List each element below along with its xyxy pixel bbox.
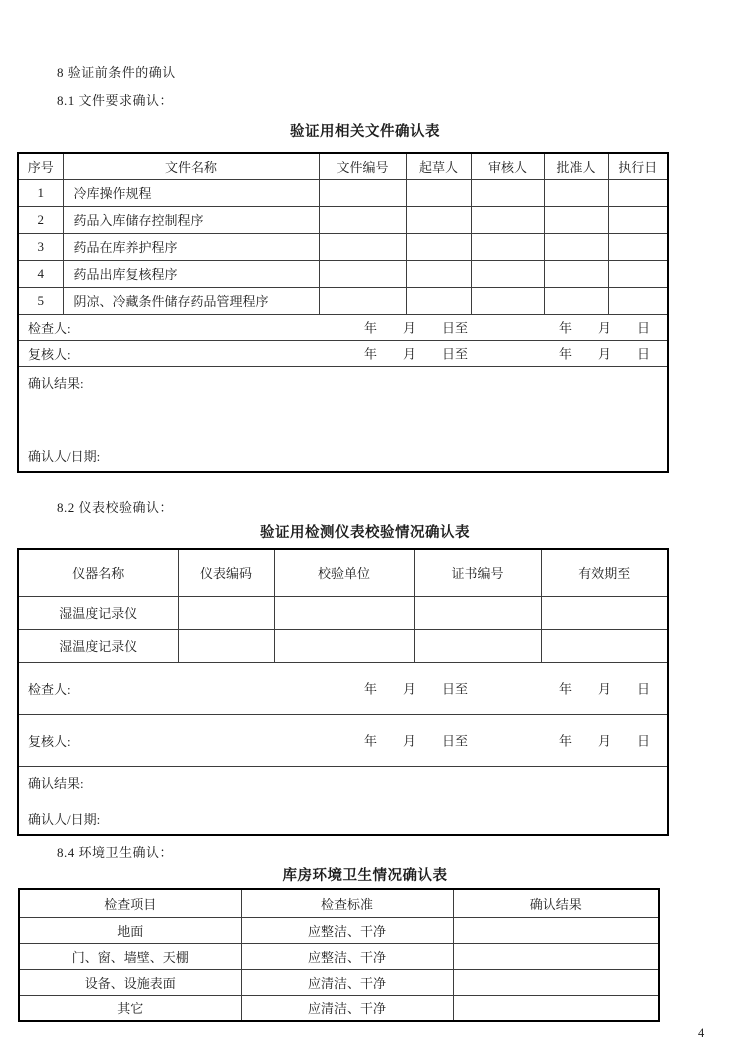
header-cell-check-item: 检查项目 [19, 889, 241, 917]
page-number: 4 [698, 1026, 705, 1040]
empty-cell [274, 596, 414, 629]
table-header-row [19, 889, 659, 917]
reviewer-signature-cell [18, 340, 668, 366]
empty-cell [319, 287, 406, 314]
confirmation-result-cell [18, 366, 668, 472]
empty-cell [414, 596, 541, 629]
date-range-start-text: 年 月 日至 [364, 681, 469, 697]
table-row [18, 233, 668, 260]
date-range-start-text: 年 月 日至 [364, 733, 469, 749]
check-standard-cell: 应整洁、干净 [241, 943, 453, 969]
inspector-label: 检查人: [28, 320, 71, 336]
empty-cell [471, 260, 544, 287]
section-heading-8-2: 8.2 仪表校验确认： [57, 500, 174, 515]
reviewer-row [18, 340, 668, 366]
instrument-calibration-table [17, 548, 669, 836]
check-item-cell: 地面 [19, 917, 241, 943]
table-row [18, 287, 668, 314]
inspector-row [18, 662, 668, 714]
header-cell-calibration-unit: 校验单位 [274, 549, 414, 596]
check-item-cell: 门、窗、墙壁、天棚 [19, 943, 241, 969]
date-range-end-text: 年 月 日 [559, 733, 651, 749]
empty-cell [541, 596, 668, 629]
result-row [18, 766, 668, 835]
check-standard-cell: 应清洁、干净 [241, 995, 453, 1021]
check-item-cell: 设备、设施表面 [19, 969, 241, 995]
reviewer-label: 复核人: [28, 346, 71, 362]
inspector-signature-cell [18, 314, 668, 340]
serial-cell: 1 [18, 179, 63, 206]
empty-cell [274, 629, 414, 662]
result-cell [453, 917, 659, 943]
table-row [19, 943, 659, 969]
table-row [19, 917, 659, 943]
confirmer-label: 确认人/日期: [28, 811, 101, 827]
serial-cell: 4 [18, 260, 63, 287]
empty-cell [406, 233, 471, 260]
table3-title: 库房环境卫生情况确认表 [282, 868, 448, 884]
doc-name-cell: 阴凉、冷藏条件储存药品管理程序 [63, 287, 319, 314]
empty-cell [178, 596, 274, 629]
empty-cell [544, 233, 608, 260]
instrument-name-cell: 湿温度记录仪 [18, 596, 178, 629]
doc-name-cell: 药品出库复核程序 [63, 260, 319, 287]
header-cell-check-standard: 检查标准 [241, 889, 453, 917]
header-cell-doc-number: 文件编号 [319, 153, 406, 179]
date-range-start-text: 年 月 日至 [364, 320, 469, 336]
empty-cell [178, 629, 274, 662]
empty-cell [319, 179, 406, 206]
confirmer-label: 确认人/日期: [28, 448, 101, 464]
serial-cell: 3 [18, 233, 63, 260]
date-range-end-text: 年 月 日 [559, 346, 651, 362]
doc-name-cell: 药品入库储存控制程序 [63, 206, 319, 233]
empty-cell [544, 206, 608, 233]
result-cell [453, 969, 659, 995]
header-cell-valid-until: 有效期至 [541, 549, 668, 596]
table1-title: 验证用相关文件确认表 [290, 124, 440, 140]
header-cell-certificate-no: 证书编号 [414, 549, 541, 596]
empty-cell [608, 260, 668, 287]
empty-cell [608, 287, 668, 314]
inspector-signature-cell [18, 662, 668, 714]
empty-cell [544, 260, 608, 287]
empty-cell [406, 260, 471, 287]
inspector-label: 检查人: [28, 681, 71, 697]
table2-title: 验证用检测仪表校验情况确认表 [260, 525, 470, 541]
serial-cell: 5 [18, 287, 63, 314]
empty-cell [414, 629, 541, 662]
empty-cell [319, 260, 406, 287]
empty-cell [319, 233, 406, 260]
empty-cell [319, 206, 406, 233]
result-row [18, 366, 668, 472]
check-item-cell: 其它 [19, 995, 241, 1021]
reviewer-signature-cell [18, 714, 668, 766]
header-cell-confirm-result: 确认结果 [453, 889, 659, 917]
empty-cell [608, 206, 668, 233]
empty-cell [608, 233, 668, 260]
table-row [18, 596, 668, 629]
result-label: 确认结果: [28, 775, 84, 791]
header-cell-instrument-name: 仪器名称 [18, 549, 178, 596]
table-row [18, 629, 668, 662]
empty-cell [544, 179, 608, 206]
instrument-name-cell: 湿温度记录仪 [18, 629, 178, 662]
result-label: 确认结果: [28, 375, 84, 391]
reviewer-row [18, 714, 668, 766]
empty-cell [471, 179, 544, 206]
empty-cell [544, 287, 608, 314]
header-cell-exec-date: 执行日 [608, 153, 668, 179]
empty-cell [471, 287, 544, 314]
section-heading-8: 8 验证前条件的确认 [57, 65, 176, 80]
empty-cell [541, 629, 668, 662]
section-heading-8-1: 8.1 文件要求确认： [57, 93, 174, 108]
empty-cell [471, 206, 544, 233]
table-row [18, 206, 668, 233]
result-cell [453, 995, 659, 1021]
empty-cell [608, 179, 668, 206]
section-heading-8-4: 8.4 环境卫生确认： [57, 845, 174, 860]
hygiene-confirmation-table [18, 888, 660, 1022]
header-cell-doc-name: 文件名称 [63, 153, 319, 179]
table-header-row [18, 153, 668, 179]
check-standard-cell: 应整洁、干净 [241, 917, 453, 943]
table-row [19, 995, 659, 1021]
check-standard-cell: 应清洁、干净 [241, 969, 453, 995]
table-row [18, 179, 668, 206]
serial-cell: 2 [18, 206, 63, 233]
header-cell-serial: 序号 [18, 153, 63, 179]
empty-cell [471, 233, 544, 260]
doc-name-cell: 冷库操作规程 [63, 179, 319, 206]
documents-confirmation-table [17, 152, 669, 473]
empty-cell [406, 206, 471, 233]
result-cell [453, 943, 659, 969]
table-header-row [18, 549, 668, 596]
date-range-start-text: 年 月 日至 [364, 346, 469, 362]
confirmation-result-cell [18, 766, 668, 835]
header-cell-reviewer: 审核人 [471, 153, 544, 179]
header-cell-drafter: 起草人 [406, 153, 471, 179]
reviewer-label: 复核人: [28, 733, 71, 749]
header-cell-instrument-code: 仪表编码 [178, 549, 274, 596]
table-row [18, 260, 668, 287]
empty-cell [406, 287, 471, 314]
date-range-end-text: 年 月 日 [559, 681, 651, 697]
doc-name-cell: 药品在库养护程序 [63, 233, 319, 260]
empty-cell [406, 179, 471, 206]
inspector-row [18, 314, 668, 340]
date-range-end-text: 年 月 日 [559, 320, 651, 336]
table-row [19, 969, 659, 995]
header-cell-approver: 批准人 [544, 153, 608, 179]
